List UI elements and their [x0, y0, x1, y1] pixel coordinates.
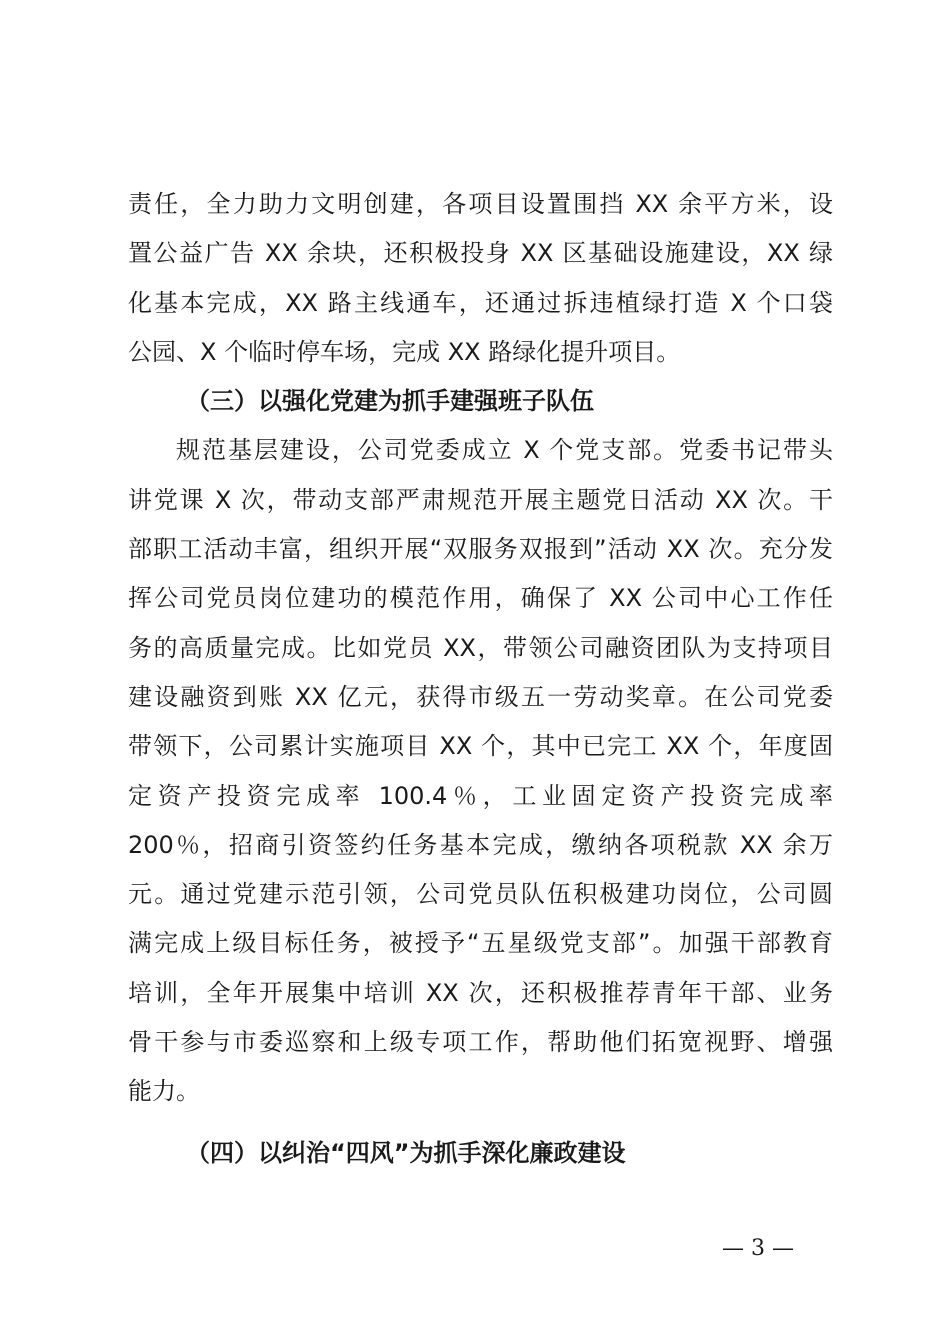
text-line: 置公益广告 XX 余块，还积极投身 XX 区基础设施建设，XX 绿: [128, 239, 833, 268]
text-line: 挥公司党员岗位建功的模范作用，确保了 XX 公司中心工作任: [128, 584, 833, 613]
text-line: 务的高质量完成。比如党员 XX，带领公司融资团队为支持项目: [128, 633, 833, 662]
text-line: 公园、X 个临时停车场，完成 XX 路绿化提升项目。: [128, 337, 681, 366]
text-line: 能力。: [128, 1077, 200, 1106]
text-line: 定资产投资完成率 100.4％，工业固定资产投资完成率: [128, 781, 833, 810]
text-line: 培训，全年开展集中培训 XX 次，还积极推荐青年干部、业务: [128, 978, 833, 1007]
text-line: 200％，招商引资签约任务基本完成，缴纳各项税款 XX 余万: [128, 830, 833, 859]
text-line: 讲党课 X 次，带动支部严肃规范开展主题党日活动 XX 次。干: [128, 485, 833, 514]
text-line: 元。通过党建示范引领，公司党员队伍积极建功岗位，公司圆: [128, 880, 833, 909]
text-line: 带领下，公司累计实施项目 XX 个，其中已完工 XX 个，年度固: [128, 732, 833, 761]
text-line: 责任，全力助力文明创建，各项目设置围挡 XX 余平方米，设: [128, 190, 833, 218]
text-line: 规范基层建设，公司党委成立 X 个党支部。党委书记带头: [176, 436, 833, 465]
paragraph-continuation: [128, 180, 833, 377]
section-heading-4: （四）以纠治“四风”为抓手深化廉政建设: [186, 1138, 626, 1167]
text-line: 满完成上级目标任务，被授予“五星级党支部”。加强干部教育: [128, 929, 833, 958]
text-line: 建设融资到账 XX 亿元，获得市级五一劳动奖章。在公司党委: [128, 682, 833, 711]
text-line: 化基本完成，XX 路主线通车，还通过拆违植绿打造 X 个口袋: [128, 288, 833, 317]
text-line: 部职工活动丰富，组织开展“双服务双报到”活动 XX 次。充分发: [128, 535, 833, 564]
text-line: 骨干参与市委巡察和上级专项工作，帮助他们拓宽视野、增强: [128, 1028, 833, 1057]
page-number: — 3 —: [722, 1236, 794, 1261]
section-heading-3: （三）以强化党建为抓手建强班子队伍: [186, 387, 594, 416]
document-body: [128, 180, 833, 1178]
section-3-paragraph: [128, 426, 833, 1116]
